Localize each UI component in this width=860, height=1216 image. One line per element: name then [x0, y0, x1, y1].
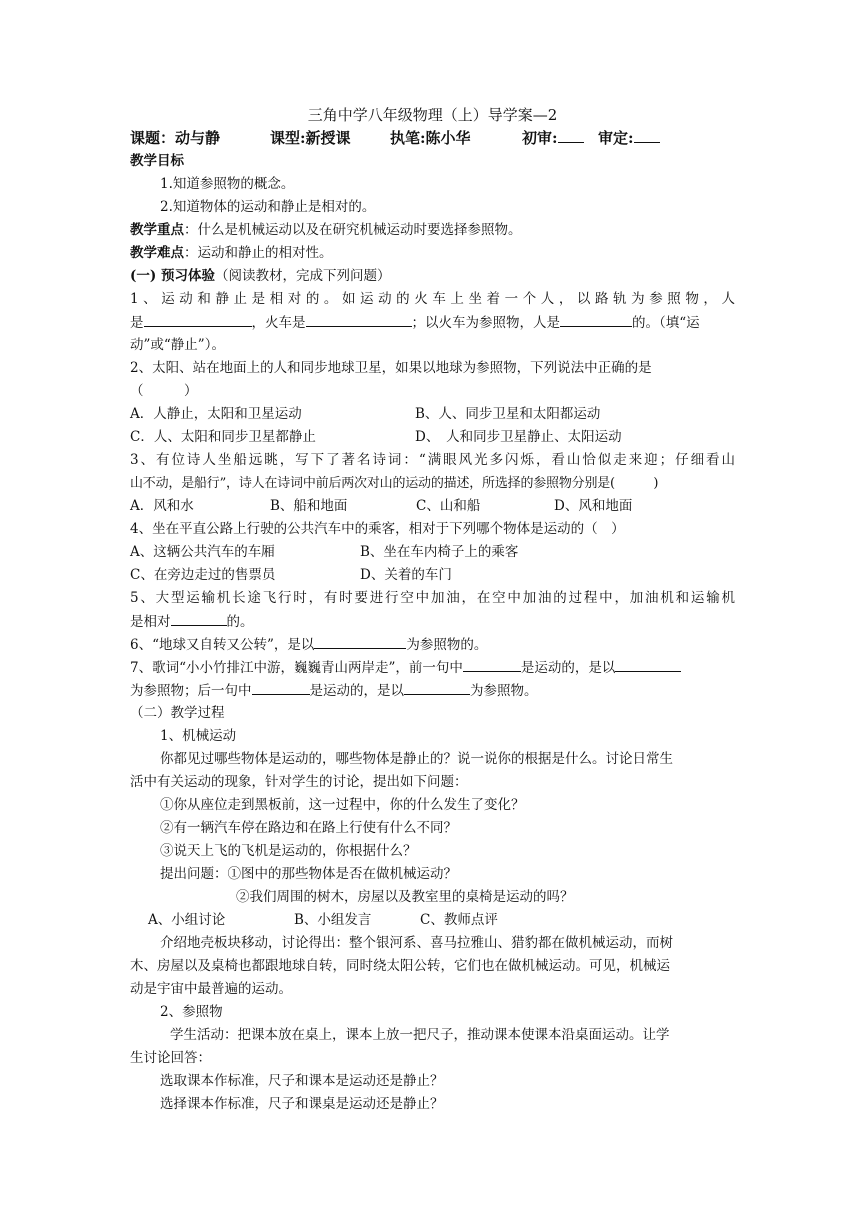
q3-option-b: B、船和地面 [270, 498, 348, 514]
q4-line1: 4、坐在平直公路上行驶的公共汽车中的乘客，相对于下列哪个物体是运动的（ ） [130, 521, 625, 537]
difficulty-label: 教学难点 [130, 245, 184, 261]
q3-option-d: D、风和地面 [554, 498, 633, 514]
q4-option-a: A、这辆公共汽车的车厢 [130, 544, 275, 560]
q1-blank-3 [560, 311, 632, 327]
section1-label: (一) 预习体验 [130, 268, 215, 284]
q7-text-b: 是运动的，是以 [520, 660, 616, 676]
q1-text-b: ，火车是 [251, 315, 306, 331]
final-review-blank [634, 127, 660, 143]
goal-item-1: 1.知道参照物的概念。 [160, 176, 295, 192]
section2-options [130, 909, 735, 932]
q3-line2: 山不动，是船行”，诗人在诗词中前后两次对山的运动的描述，所选择的参照物分别是( ) [130, 476, 659, 491]
section2-question-c: ③说天上飞的飞机是运动的，你根据什么？ [160, 843, 417, 859]
q5-text-a: 是相对 [130, 614, 171, 630]
q3-line1: 3、有位诗人坐船远眺，写下了著名诗词：“满眼风光多闪烁，看山恰似走来迎；仔细看山 [130, 452, 735, 468]
q7-text-d: 是运动的，是以 [309, 683, 404, 699]
section2-heading: （二）教学过程 [130, 705, 225, 721]
q2-option-a: A．人静止，太阳和卫星运动 [130, 406, 302, 422]
q1-blank-1 [144, 311, 252, 327]
difficulty-text: ：运动和静止的相对性。 [184, 245, 333, 261]
section2-option-b: B、小组发言 [294, 912, 372, 928]
section2-p3-line2: 生讨论回答： [130, 1050, 211, 1066]
section2-p2-line1: 介绍地壳板块移动，讨论得出：整个银河系、喜马拉雅山、猎豹都在做机械运动，而树 [160, 935, 673, 951]
q2-line2: （ ） [130, 383, 198, 399]
q3-options [130, 495, 735, 518]
q4-option-b: B、坐在车内椅子上的乘客 [360, 544, 519, 560]
first-review-label: 初审: [522, 129, 558, 147]
difficulty [130, 242, 735, 265]
q1-line1: 1、运动和静止是相对的。如运动的火车上坐着一个人，以路轨为参照物，人 [130, 291, 735, 307]
q4-option-c: C、在旁边走过的售票员 [130, 567, 276, 583]
section2-p1-line2: 活中有关运动的现象，针对学生的讨论，提出如下问题： [130, 774, 468, 790]
section2-p3-line1: 学生活动：把课本放在桌上，课本上放一把尺子，推动课本使课本沿桌面运动。让学 [170, 1027, 670, 1043]
q7-text-a: 7、歌词“小小竹排江中游，巍巍青山两岸走”，前一句中 [130, 660, 463, 676]
key-point-text: ：什么是机械运动以及在研究机械运动时要选择参照物。 [184, 222, 522, 238]
q7-line2 [130, 679, 735, 702]
q7-blank-2 [615, 656, 681, 672]
q2-option-b: B、人、同步卫星和太阳都运动 [415, 406, 601, 422]
document-title: 三角中学八年级物理（上）导学案—2 [307, 106, 558, 124]
section1-heading [130, 265, 735, 288]
goals-heading: 教学目标 [130, 153, 184, 169]
q4-option-d: D、关着的车门 [360, 567, 452, 583]
q6-line [130, 633, 735, 656]
section2-p3-line3: 选取课本作标准，尺子和课本是运动还是静止？ [160, 1073, 444, 1089]
header-row [130, 127, 735, 150]
q2-options-cd [130, 426, 735, 449]
q5-blank [171, 610, 227, 626]
q4-options-ab [130, 541, 735, 564]
q7-blank-1 [463, 656, 521, 672]
section2-ask-2: ②我们周围的树木，房屋以及教室里的桌椅是运动的吗？ [236, 889, 574, 905]
section2-p2-line2: 木、房屋以及桌椅也都跟地球自转，同时绕太阳公转，它们也在做机械运动。可见，机械运 [130, 958, 670, 974]
first-review-blank [558, 127, 584, 143]
document-page [130, 104, 735, 1116]
course-type: 课型:新授课 [270, 129, 351, 147]
q6-text-b: 为参照物的。 [406, 637, 488, 653]
section2-ask-1: 提出问题：①图中的那些物体是否在做机械运动？ [160, 866, 457, 882]
final-review-label: 审定: [598, 129, 634, 147]
q1-blank-2 [306, 311, 412, 327]
q2-option-c: C．人、太阳和同步卫星都静止 [130, 429, 316, 445]
author: 执笔:陈小华 [390, 129, 471, 147]
q4-options-cd [130, 564, 735, 587]
q1-line2 [130, 311, 735, 334]
q5-line2 [130, 610, 735, 633]
final-review [598, 127, 660, 150]
topic: 课题：动与静 [130, 129, 221, 147]
q2-option-d: D、 人和同步卫星静止、太阳运动 [415, 429, 622, 445]
section1-note: （阅读教材，完成下列问题） [214, 268, 391, 284]
q7-blank-4 [404, 679, 470, 695]
q3-option-c: C、山和船 [416, 498, 481, 514]
q1-text-d: 的。（填“运 [632, 315, 700, 331]
section2-question-a: ①你从座位走到黑板前，这一过程中，你的什么发生了变化？ [160, 797, 525, 813]
goal-item-2: 2.知道物体的运动和静止是相对的。 [160, 199, 376, 215]
q6-text-a: 6、“地球又自转又公转”，是以 [130, 637, 315, 653]
section2-option-a: A、小组讨论 [148, 912, 226, 928]
section2-p2-line3: 动是宇宙中最普遍的运动。 [130, 981, 292, 997]
section2-sub2: 2、参照物 [160, 1004, 223, 1020]
q1-line3: 动”或“静止”）。 [130, 337, 225, 353]
q3-option-a: A．风和水 [130, 498, 194, 514]
section2-sub1: 1、机械运动 [160, 728, 237, 744]
first-review [522, 127, 584, 150]
q1-text-a: 是 [130, 315, 144, 331]
q6-blank [314, 633, 406, 649]
q7-text-e: 为参照物。 [470, 683, 538, 699]
section2-question-b: ②有一辆汽车停在路边和在路上行使有什么不同？ [160, 820, 457, 836]
q7-text-c: 为参照物；后一句中 [130, 683, 252, 699]
q1-text-c: ；以火车为参照物，人是 [411, 315, 560, 331]
q2-options-ab [130, 403, 735, 426]
q5-line1: 5、大型运输机长途飞行时，有时要进行空中加油，在空中加油的过程中，加油机和运输机 [130, 590, 735, 606]
section2-p3-line4: 选择课本作标准，尺子和课桌是运动还是静止？ [160, 1096, 444, 1112]
key-point [130, 219, 735, 242]
q2-line1: 2、太阳、站在地面上的人和同步地球卫星，如果以地球为参照物，下列说法中正确的是 [130, 360, 652, 376]
section2-option-c: C、教师点评 [420, 912, 498, 928]
q7-blank-3 [252, 679, 310, 695]
q7-line1 [130, 656, 735, 679]
section2-p1-line1: 你都见过哪些物体是运动的，哪些物体是静止的？说一说你的根据是什么。讨论日常生 [160, 751, 673, 767]
q5-text-b: 的。 [226, 614, 254, 630]
key-point-label: 教学重点 [130, 222, 184, 238]
